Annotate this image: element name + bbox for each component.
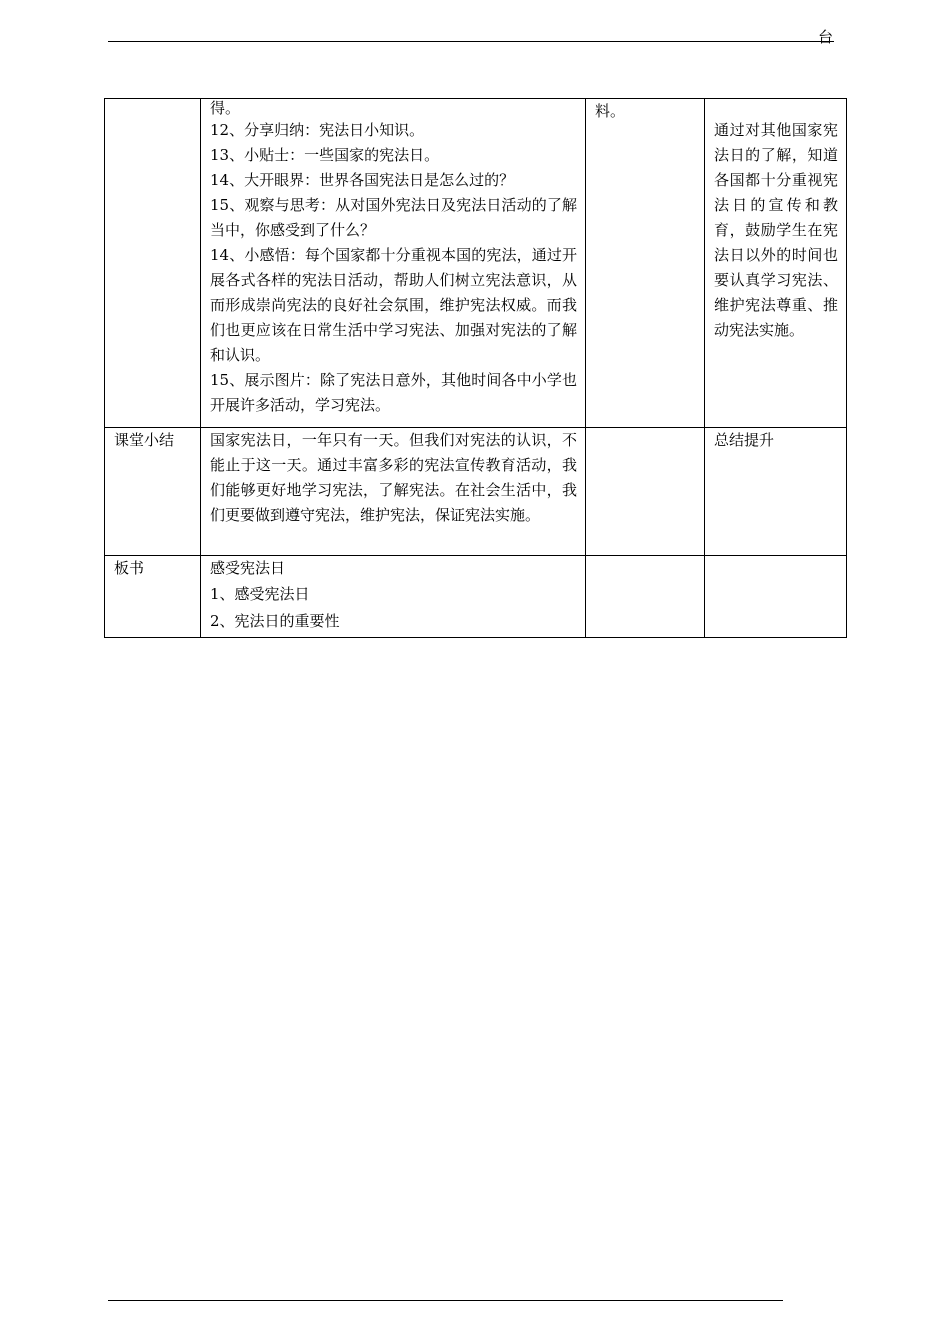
board-student-cell: [586, 556, 705, 638]
footer-rule: [108, 1300, 783, 1301]
board-label: 板书: [105, 556, 201, 638]
row1-student-cell: 料。: [586, 99, 705, 428]
content-line: 得。: [210, 99, 241, 117]
summary-label: 课堂小结: [105, 428, 201, 556]
content-paragraph: 15、观察与思考：从对国外宪法日及宪法日活动的了解当中，你感受到了什么？: [210, 196, 577, 239]
table-row-activities: [105, 99, 847, 428]
row1-stage-cell: [105, 99, 201, 428]
content-line: 14、大开眼界：世界各国宪法日是怎么过的？: [210, 171, 515, 189]
board-content-cell: [201, 556, 586, 638]
board-intent-cell: [705, 556, 847, 638]
row1-intent-cell: [705, 99, 847, 428]
board-item: 1、感受宪法日: [210, 585, 310, 603]
content-paragraph: 15、展示图片：除了宪法日意外，其他时间各中小学也开展许多活动，学习宪法。: [210, 371, 577, 414]
content-paragraph: 14、小感悟：每个国家都十分重视本国的宪法，通过开展各式各样的宪法日活动，帮助人们树立宪法意识，从而形成崇尚宪法的良好社会氛围，维护宪法权威。而我们也更应该在日常生活中学习宪法、加强对宪法的了解和认识。: [210, 246, 577, 364]
summary-intent-cell: 总结提升: [705, 428, 847, 556]
content-line: 13、小贴士：一些国家的宪法日。: [210, 146, 440, 164]
row1-content-cell: [201, 99, 586, 428]
header-rule: [108, 41, 834, 42]
page-header-text: 台: [818, 28, 834, 46]
board-item: 2、宪法日的重要性: [210, 612, 340, 630]
summary-text: 国家宪法日，一年只有一天。但我们对宪法的认识，不能止于这一天。通过丰富多彩的宪法宣传教育活动，我们能够更好地学习宪法，了解宪法。在社会生活中，我们更要做到遵守宪法，维护宪法，保证宪法实施。: [210, 431, 577, 524]
table-row-board: [105, 556, 847, 638]
content-line: 12、分享归纳：宪法日小知识。: [210, 121, 425, 139]
table-row-summary: [105, 428, 847, 556]
summary-student-cell: [586, 428, 705, 556]
summary-content-cell: [201, 428, 586, 556]
lesson-plan-table: [104, 98, 847, 638]
board-title: 感受宪法日: [210, 559, 286, 577]
design-intent-text: 通过对其他国家宪法日的了解，知道各国都十分重视宪法日的宣传和教育，鼓励学生在宪法日以外的时间也要认真学习宪法、维护宪法尊重、推动宪法实施。: [714, 121, 838, 339]
